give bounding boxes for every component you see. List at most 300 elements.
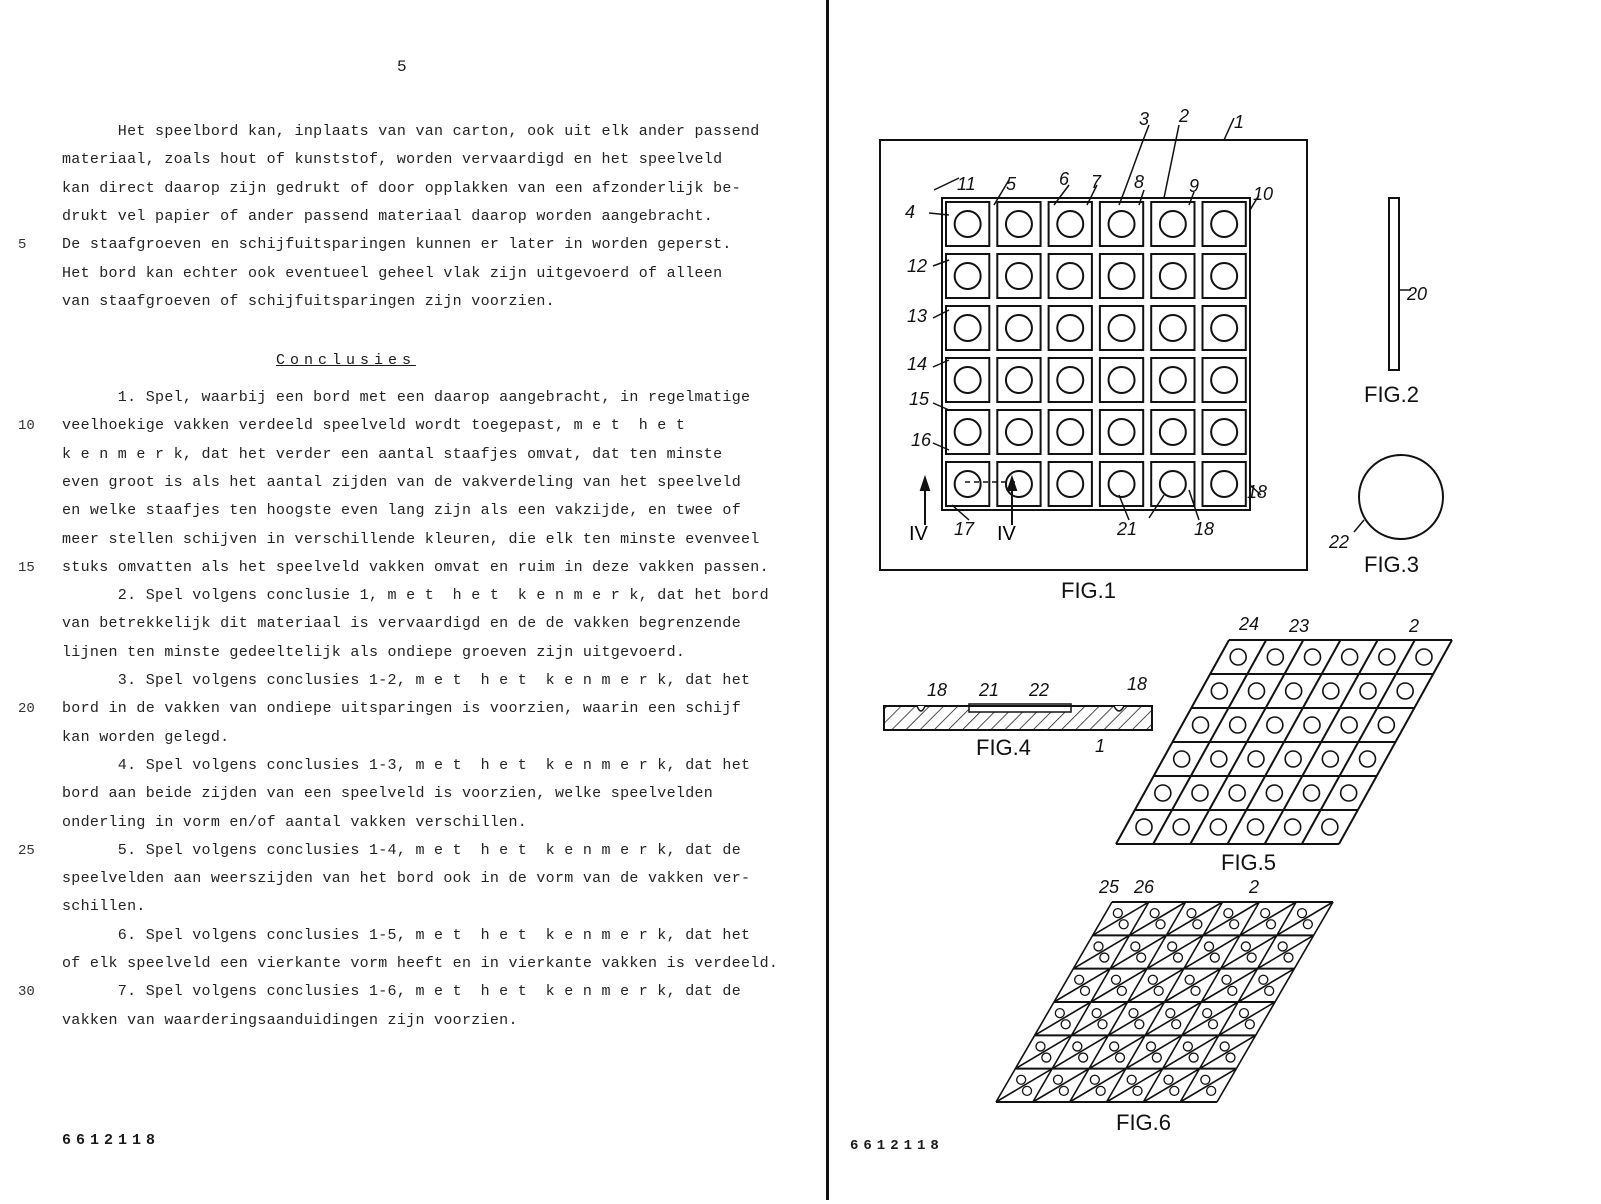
fig6-disc-recess bbox=[1135, 1020, 1144, 1029]
fig5-disc-recess bbox=[1304, 717, 1320, 733]
fig1-disc-recess bbox=[1160, 367, 1186, 393]
text-line: onderling in vorm en/of aantal vakken verschillen. bbox=[62, 813, 528, 831]
fig6-disc-recess bbox=[1222, 975, 1231, 984]
conclusions-heading: Conclusies bbox=[276, 352, 417, 369]
fig5-disc-recess bbox=[1230, 717, 1246, 733]
text-line: 4. Spel volgens conclusies 1-3, m e t h e t k e n m e r k, dat het bbox=[62, 756, 751, 774]
fig6-diagonal bbox=[1143, 1069, 1199, 1102]
fig4-ref-18b: 18 bbox=[1127, 674, 1148, 694]
fig5-disc-recess bbox=[1285, 819, 1301, 835]
fig6-diagonal bbox=[1072, 1002, 1128, 1035]
line-number: 5 bbox=[18, 237, 27, 254]
fig6-disc-recess bbox=[1094, 942, 1103, 951]
fig6-disc-recess bbox=[1201, 1075, 1210, 1084]
fig1-cell bbox=[1100, 358, 1143, 402]
fig1-cell bbox=[946, 254, 989, 298]
fig6-disc-recess bbox=[1241, 942, 1250, 951]
fig5-disc-recess bbox=[1267, 649, 1283, 665]
fig6-diagonal bbox=[1240, 902, 1296, 935]
fig1-disc-recess bbox=[1006, 367, 1032, 393]
text-line: kan direct daarop zijn gedrukt of door opplakken van een afzonderlijk be- bbox=[62, 179, 742, 197]
fig1-cell bbox=[1203, 358, 1246, 402]
text-line: meer stellen schijven in verschillende kleuren, die elk ten minste evenveel bbox=[62, 530, 760, 548]
fig5-disc-recess bbox=[1248, 819, 1264, 835]
fig1-disc-recess bbox=[1006, 211, 1032, 237]
fig1-caption: FIG.1 bbox=[1061, 578, 1117, 603]
fig1-disc-recess bbox=[1057, 263, 1083, 289]
fig6-diagonal bbox=[1180, 1069, 1236, 1102]
figure-4 bbox=[884, 674, 1152, 760]
fig6-disc-recess bbox=[1156, 920, 1165, 929]
document-number-left: 6612118 bbox=[62, 1132, 161, 1149]
fig1-disc-recess bbox=[1057, 419, 1083, 445]
fig6-disc-recess bbox=[1209, 1020, 1218, 1029]
fig6-disc-recess bbox=[1081, 986, 1090, 995]
fig6-disc-recess bbox=[1054, 1075, 1063, 1084]
fig6-diagonal bbox=[1258, 935, 1314, 968]
fig6-disc-recess bbox=[1112, 975, 1121, 984]
fig6-caption: FIG.6 bbox=[1116, 1110, 1172, 1135]
fig1-disc-recess bbox=[1160, 263, 1186, 289]
ref-18a: 18 bbox=[1247, 482, 1268, 502]
ref-5: 5 bbox=[1006, 174, 1017, 194]
fig6-diagonal bbox=[1200, 1035, 1256, 1068]
fig6-diagonal bbox=[1128, 969, 1184, 1002]
section-mark-a: IV bbox=[909, 523, 928, 545]
fig4-ref-22: 22 bbox=[1029, 680, 1050, 700]
fig5-ref-24: 24 bbox=[1239, 614, 1260, 634]
text-line: 3. Spel volgens conclusies 1-2, m e t h e t k e n m e r k, dat het bbox=[62, 672, 751, 689]
ref-12: 12 bbox=[907, 256, 928, 276]
fig5-disc-recess bbox=[1304, 785, 1320, 801]
fig6-disc-recess bbox=[1096, 1086, 1105, 1095]
right-page bbox=[829, 0, 1601, 1200]
fig6-disc-recess bbox=[1113, 909, 1122, 918]
fig6-diagonal bbox=[1107, 1069, 1163, 1102]
fig1-disc-recess bbox=[955, 263, 981, 289]
fig5-disc-recess bbox=[1136, 819, 1152, 835]
text-line: veelhoekige vakken verdeeld speelveld wordt toegepast, m e t h e t bbox=[62, 417, 686, 435]
fig6-diagonal bbox=[1147, 935, 1203, 968]
text-line: Het speelbord kan, inplaats van van carton, ook uit elk ander passend bbox=[62, 123, 760, 140]
fig1-disc-recess bbox=[1211, 419, 1237, 445]
drawing-sheet bbox=[829, 0, 1601, 1200]
fig5-disc-recess bbox=[1286, 683, 1302, 699]
text-line: en welke staafjes ten hoogste even lang zijn als een vakzijde, en twee of bbox=[62, 502, 742, 520]
text-line: materiaal, zoals hout of kunststof, worden vervaardigd en het speelveld bbox=[62, 151, 723, 169]
fig6-diagonal bbox=[1093, 902, 1149, 935]
fig6-diagonal bbox=[1052, 1035, 1108, 1068]
fig6-disc-recess bbox=[1131, 942, 1140, 951]
fig1-cell bbox=[1203, 202, 1246, 246]
fig1-cell bbox=[1100, 202, 1143, 246]
text-line: van betrekkelijk dit materiaal is vervaardigd en de de vakken begrenzende bbox=[62, 615, 742, 633]
ref-7: 7 bbox=[1091, 172, 1102, 192]
line-number: 20 bbox=[18, 701, 35, 718]
fig6-disc-recess bbox=[1150, 909, 1159, 918]
fig6-disc-recess bbox=[1017, 1075, 1026, 1084]
fig6-diagonal bbox=[1091, 969, 1147, 1002]
fig6-disc-recess bbox=[1228, 986, 1237, 995]
fig6-diagonal bbox=[1073, 935, 1129, 968]
figure-5 bbox=[1116, 614, 1452, 875]
fig6-diagonal bbox=[1238, 969, 1294, 1002]
fig6-diagonal bbox=[1089, 1035, 1145, 1068]
document-number-right: 6612118 bbox=[850, 1138, 944, 1154]
fig6-disc-recess bbox=[1098, 1020, 1107, 1029]
fig1-disc-recess bbox=[1211, 367, 1237, 393]
fig1-cell bbox=[1100, 410, 1143, 454]
fig4-caption: FIG.4 bbox=[976, 735, 1032, 760]
fig6-diagonal bbox=[1130, 902, 1186, 935]
fig6-disc-recess bbox=[1203, 1009, 1212, 1018]
line-number: 15 bbox=[18, 559, 35, 576]
fig5-disc-recess bbox=[1360, 683, 1376, 699]
fig1-cell bbox=[1203, 462, 1246, 506]
text-line: vakken van waarderingsaanduidingen zijn voorzien. bbox=[62, 1011, 518, 1029]
fig6-disc-recess bbox=[1055, 1009, 1064, 1018]
fig1-grid bbox=[946, 202, 1246, 506]
fig1-disc-recess bbox=[1057, 211, 1083, 237]
text-line: k e n m e r k, dat het verder een aantal staafjes omvat, dat ten minste bbox=[62, 445, 723, 463]
fig1-disc-recess bbox=[1211, 263, 1237, 289]
fig6-disc-recess bbox=[1147, 1042, 1156, 1051]
fig6-disc-recess bbox=[1303, 920, 1312, 929]
ref-18b: 18 bbox=[1194, 519, 1215, 539]
fig6-disc-recess bbox=[1207, 1086, 1216, 1095]
text-line: 2. Spel volgens conclusie 1, m e t h e t k e n m e r k, dat het bord bbox=[62, 587, 769, 605]
fig5-disc-recess bbox=[1322, 819, 1338, 835]
fig5-grid bbox=[1116, 640, 1452, 844]
text-line: De staafgroeven en schijfuitsparingen kunnen er later in worden geperst. bbox=[62, 236, 732, 254]
fig5-caption: FIG.5 bbox=[1221, 850, 1277, 875]
fig1-cell bbox=[1100, 254, 1143, 298]
fig6-diagonal bbox=[1203, 902, 1259, 935]
fig6-disc-recess bbox=[1240, 1009, 1249, 1018]
fig5-disc-recess bbox=[1193, 717, 1209, 733]
fig6-disc-recess bbox=[1129, 1009, 1138, 1018]
fig6-disc-recess bbox=[1061, 1020, 1070, 1029]
text-line: van staafgroeven of schijfuitsparingen zijn voorzien. bbox=[62, 292, 555, 310]
fig1-cell bbox=[946, 462, 989, 506]
fig5-disc-recess bbox=[1379, 649, 1395, 665]
page-number: 5 bbox=[397, 58, 407, 76]
fig6-disc-recess bbox=[1090, 1075, 1099, 1084]
fig6-disc-recess bbox=[1137, 953, 1146, 962]
fig1-disc-recess bbox=[955, 419, 981, 445]
fig5-disc-recess bbox=[1211, 683, 1227, 699]
text-line: speelvelden aan weerszijden van het bord ook in de vorm van de vakken ver- bbox=[62, 870, 751, 888]
fig1-disc-recess bbox=[1109, 419, 1135, 445]
ref-20: 20 bbox=[1407, 284, 1428, 304]
fig1-disc-recess bbox=[955, 211, 981, 237]
fig1-disc-recess bbox=[955, 367, 981, 393]
fig6-disc-recess bbox=[1187, 909, 1196, 918]
fig1-disc-recess bbox=[1211, 211, 1237, 237]
text-line: kan worden gelegd. bbox=[62, 728, 230, 746]
fig6-diagonal bbox=[1145, 1002, 1201, 1035]
fig6-disc-recess bbox=[1152, 1053, 1161, 1062]
fig4-ref-18a: 18 bbox=[927, 680, 948, 700]
fig6-ref-25: 25 bbox=[1099, 877, 1120, 897]
fig1-cell bbox=[1151, 410, 1194, 454]
fig1-cell bbox=[997, 358, 1040, 402]
fig6-disc-recess bbox=[1193, 920, 1202, 929]
fig6-diagonal bbox=[1219, 1002, 1275, 1035]
fig4-ref-1: 1 bbox=[1095, 736, 1106, 756]
fig1-cell bbox=[1203, 410, 1246, 454]
fig1-disc-recess bbox=[1057, 471, 1083, 497]
fig1-cell bbox=[997, 306, 1040, 350]
fig1-disc-recess bbox=[1057, 367, 1083, 393]
fig6-disc-recess bbox=[1265, 986, 1274, 995]
ref-10: 10 bbox=[1253, 184, 1274, 204]
fig1-cell bbox=[946, 202, 989, 246]
ref-15: 15 bbox=[909, 389, 930, 409]
fig6-diagonal bbox=[1054, 969, 1110, 1002]
fig5-disc-recess bbox=[1192, 785, 1208, 801]
fig1-disc-recess bbox=[1057, 315, 1083, 341]
fig5-ref-2: 2 bbox=[1409, 616, 1420, 636]
fig1-disc-recess bbox=[1006, 315, 1032, 341]
fig5-disc-recess bbox=[1323, 683, 1339, 699]
fig1-cell bbox=[1151, 306, 1194, 350]
fig6-disc-recess bbox=[1079, 1053, 1088, 1062]
fig1-cell bbox=[1100, 306, 1143, 350]
fig6-diagonal bbox=[1201, 969, 1257, 1002]
fig1-cell bbox=[1151, 254, 1194, 298]
fig6-disc-recess bbox=[1168, 942, 1177, 951]
fig6-diagonal bbox=[1033, 1069, 1089, 1102]
fig6-disc-recess bbox=[1164, 1075, 1173, 1084]
fig6-disc-recess bbox=[1224, 909, 1233, 918]
fig5-disc-recess bbox=[1230, 649, 1246, 665]
ref-14: 14 bbox=[907, 354, 928, 374]
fig6-diagonal bbox=[1015, 1035, 1071, 1068]
fig6-diagonal bbox=[1163, 1035, 1219, 1068]
fig6-disc-recess bbox=[1166, 1009, 1175, 1018]
fig5-disc-recess bbox=[1210, 819, 1226, 835]
fig5-disc-recess bbox=[1267, 717, 1283, 733]
fig1-cell bbox=[1049, 202, 1092, 246]
text-line: stuks omvatten als het speelveld vakken omvat en ruim in deze vakken passen. bbox=[62, 558, 769, 576]
text-line: schillen. bbox=[62, 898, 146, 916]
fig6-disc-recess bbox=[1230, 920, 1239, 929]
ref-22: 22 bbox=[1329, 532, 1350, 552]
fig6-disc-recess bbox=[1278, 942, 1287, 951]
fig1-cell bbox=[1049, 306, 1092, 350]
text-line: of elk speelveld een vierkante vorm heeft en in vierkante vakken is verdeeld. bbox=[62, 955, 779, 972]
fig6-diagonal bbox=[1277, 902, 1333, 935]
fig6-disc-recess bbox=[1075, 975, 1084, 984]
fig6-disc-recess bbox=[1117, 986, 1126, 995]
fig5-disc-recess bbox=[1341, 785, 1357, 801]
fig1-cell bbox=[946, 410, 989, 454]
fig1-cell bbox=[997, 410, 1040, 454]
figure-6 bbox=[996, 877, 1333, 1135]
fig6-disc-recess bbox=[1092, 1009, 1101, 1018]
ref-11: 11 bbox=[957, 174, 976, 194]
ref-9: 9 bbox=[1189, 176, 1200, 196]
fig6-disc-recess bbox=[1133, 1086, 1142, 1095]
text-line: 5. Spel volgens conclusies 1-4, m e t h e t k e n m e r k, dat de bbox=[62, 841, 742, 859]
fig5-disc-recess bbox=[1378, 717, 1394, 733]
fig6-disc-recess bbox=[1174, 953, 1183, 962]
line-number: 25 bbox=[18, 842, 35, 859]
fig6-disc-recess bbox=[1059, 1086, 1068, 1095]
fig6-disc-recess bbox=[1036, 1042, 1045, 1051]
fig5-disc-recess bbox=[1248, 751, 1264, 767]
fig1-cell bbox=[1203, 254, 1246, 298]
fig5-disc-recess bbox=[1360, 751, 1376, 767]
fig1-cell bbox=[997, 462, 1040, 506]
fig1-cell bbox=[1049, 410, 1092, 454]
fig6-disc-recess bbox=[1154, 986, 1163, 995]
text-line: bord in de vakken van ondiepe uitsparingen is voorzien, waarin een schijf bbox=[62, 700, 742, 718]
text-line: drukt vel papier of ander passend materiaal daarop worden aangebracht. bbox=[62, 207, 714, 225]
fig3-caption: FIG.3 bbox=[1364, 552, 1420, 577]
fig1-disc-recess bbox=[1109, 315, 1135, 341]
ref-1: 1 bbox=[1234, 112, 1245, 132]
fig6-diagonal bbox=[1221, 935, 1277, 968]
fig6-diagonal bbox=[1184, 935, 1240, 968]
fig6-disc-recess bbox=[1205, 942, 1214, 951]
fig1-disc-recess bbox=[1211, 471, 1237, 497]
fig6-ref-26: 26 bbox=[1134, 877, 1155, 897]
fig1-disc-recess bbox=[955, 315, 981, 341]
fig6-disc-recess bbox=[1185, 975, 1194, 984]
fig5-ref-23: 23 bbox=[1289, 616, 1310, 636]
fig5-disc-recess bbox=[1285, 751, 1301, 767]
fig6-diagonal bbox=[1182, 1002, 1238, 1035]
line-number: 30 bbox=[18, 984, 35, 1001]
fig6-disc-recess bbox=[1127, 1075, 1136, 1084]
fig1-cell bbox=[1049, 462, 1092, 506]
fig6-disc-recess bbox=[1267, 920, 1276, 929]
fig6-disc-recess bbox=[1189, 1053, 1198, 1062]
fig5-disc-recess bbox=[1397, 683, 1413, 699]
fig6-disc-recess bbox=[1261, 909, 1270, 918]
fig6-disc-recess bbox=[1042, 1053, 1051, 1062]
fig1-cell bbox=[1151, 358, 1194, 402]
fig6-disc-recess bbox=[1110, 1042, 1119, 1051]
fig1-cell bbox=[946, 358, 989, 402]
fig6-diagonal bbox=[996, 1069, 1052, 1102]
fig1-cell bbox=[1049, 358, 1092, 402]
fig5-disc-recess bbox=[1305, 649, 1321, 665]
line-number: 10 bbox=[18, 418, 35, 435]
fig6-disc-recess bbox=[1148, 975, 1157, 984]
text-line: bord aan beide zijden van een speelveld is voorzien, welke speelvelden bbox=[62, 785, 714, 803]
fig5-disc-recess bbox=[1173, 819, 1189, 835]
fig6-disc-recess bbox=[1183, 1042, 1192, 1051]
ref-21: 21 bbox=[1117, 519, 1138, 539]
figure-2 bbox=[1364, 198, 1427, 407]
fig1-cell bbox=[1049, 254, 1092, 298]
fig1-cell bbox=[1151, 462, 1194, 506]
fig6-diagonal bbox=[1110, 935, 1166, 968]
fig5-disc-recess bbox=[1416, 649, 1432, 665]
fig5-disc-recess bbox=[1155, 785, 1171, 801]
text-line: lijnen ten minste gedeeltelijk als ondiepe groeven zijn uitgevoerd. bbox=[62, 643, 686, 661]
fig6-disc-recess bbox=[1116, 1053, 1125, 1062]
ref-16: 16 bbox=[911, 430, 932, 450]
ref-17: 17 bbox=[954, 519, 975, 539]
ref-3: 3 bbox=[1139, 109, 1150, 129]
fig1-disc-recess bbox=[1006, 263, 1032, 289]
fig6-disc-recess bbox=[1247, 953, 1256, 962]
fig6-disc-recess bbox=[1119, 920, 1128, 929]
ref-8: 8 bbox=[1134, 172, 1145, 192]
fig6-diagonal bbox=[1108, 1002, 1164, 1035]
fig1-cell bbox=[997, 202, 1040, 246]
fig1-disc-recess bbox=[1109, 263, 1135, 289]
text-line: even groot is als het aantal zijden van de vakverdeling van het speelveld bbox=[62, 473, 742, 491]
fig1-disc-recess bbox=[1109, 211, 1135, 237]
ref-13: 13 bbox=[907, 306, 928, 326]
fig1-disc-recess bbox=[1160, 471, 1186, 497]
fig6-disc-recess bbox=[1220, 1042, 1229, 1051]
fig6-disc-recess bbox=[1172, 1020, 1181, 1029]
fig6-disc-recess bbox=[1259, 975, 1268, 984]
fig6-disc-recess bbox=[1226, 1053, 1235, 1062]
fig5-disc-recess bbox=[1211, 751, 1227, 767]
fig6-disc-recess bbox=[1023, 1086, 1032, 1095]
fig5-disc-recess bbox=[1342, 649, 1358, 665]
fig1-cell bbox=[946, 306, 989, 350]
fig1-disc-recess bbox=[1160, 419, 1186, 445]
fig5-disc-recess bbox=[1229, 785, 1245, 801]
fig1-cell bbox=[997, 254, 1040, 298]
fig6-disc-recess bbox=[1245, 1020, 1254, 1029]
fig5-disc-recess bbox=[1341, 717, 1357, 733]
fig5-disc-recess bbox=[1322, 751, 1338, 767]
ref-4: 4 bbox=[905, 202, 916, 222]
fig1-disc-recess bbox=[1006, 419, 1032, 445]
fig1-disc-recess bbox=[1109, 367, 1135, 393]
fig1-disc-recess bbox=[1160, 211, 1186, 237]
fig6-diagonal bbox=[1035, 1002, 1091, 1035]
fig1-disc-recess bbox=[1109, 471, 1135, 497]
fig6-diagonal bbox=[1070, 1069, 1126, 1102]
fig2-rod bbox=[1389, 198, 1399, 370]
fig6-disc-recess bbox=[1284, 953, 1293, 962]
ref-6: 6 bbox=[1059, 169, 1070, 189]
fig1-cell bbox=[1151, 202, 1194, 246]
text-line: Het bord kan echter ook eventueel geheel vlak zijn uitgevoerd of alleen bbox=[62, 264, 723, 282]
ref-2: 2 bbox=[1179, 106, 1190, 126]
figure-3 bbox=[1328, 455, 1443, 577]
fig6-disc-recess bbox=[1191, 986, 1200, 995]
text-line: 7. Spel volgens conclusies 1-6, m e t h e t k e n m e r k, dat de bbox=[62, 983, 742, 1001]
fig6-grid bbox=[996, 902, 1333, 1102]
fig1-cell bbox=[1203, 306, 1246, 350]
fig6-diagonal bbox=[1166, 902, 1222, 935]
fig1-labels bbox=[905, 106, 1273, 603]
fig6-diagonal bbox=[1165, 969, 1221, 1002]
section-mark-b: IV bbox=[997, 523, 1016, 545]
fig2-caption: FIG.2 bbox=[1364, 382, 1420, 407]
text-line: 1. Spel, waarbij een bord met een daarop aangebracht, in regelmatige bbox=[62, 389, 751, 406]
fig1-play-field bbox=[942, 198, 1250, 510]
fig1-disc-recess bbox=[1160, 315, 1186, 341]
fig6-ref-2: 2 bbox=[1249, 877, 1260, 897]
text-line: 6. Spel volgens conclusies 1-5, m e t h e t k e n m e r k, dat het bbox=[62, 926, 751, 944]
fig6-disc-recess bbox=[1170, 1086, 1179, 1095]
fig6-disc-recess bbox=[1298, 909, 1307, 918]
fig6-disc-recess bbox=[1073, 1042, 1082, 1051]
fig1-disc-recess bbox=[955, 471, 981, 497]
